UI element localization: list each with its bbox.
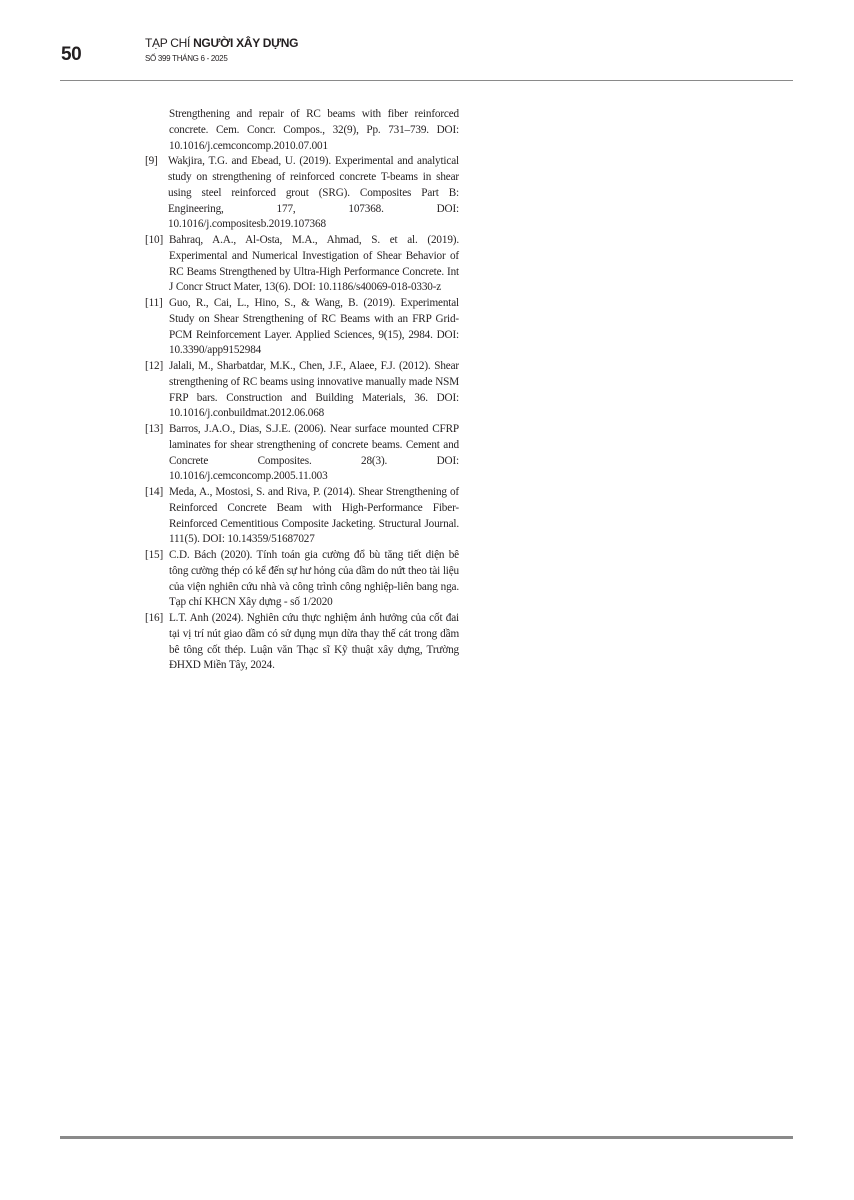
- reference-item: [145, 233, 459, 296]
- reference-text: L.T. Anh (2024). Nghiên cứu thực nghiệm ảnh hưởng của cốt đai tại vị trí nút giao dầm có sử dụng mụn dừa thay thế cát trong dầm bê tông cốt thép. Luận văn Thạc sĩ Kỹ thuật xây dựng, Trường ĐHXD Miền Tây, 2024.: [169, 612, 459, 672]
- journal-name: NGƯỜI XÂY DỰNG: [193, 36, 299, 50]
- reference-number: [11]: [145, 297, 163, 309]
- reference-number: [15]: [145, 549, 164, 561]
- reference-number: [12]: [145, 360, 164, 372]
- journal-prefix: TẠP CHÍ: [145, 36, 194, 50]
- reference-text: Strengthening and repair of RC beams with fiber reinforced concrete. Cem. Concr. Compos., 32(9), Pp. 731–739. DOI: 10.1016/j.cemconcomp.2010.07.001: [169, 108, 459, 152]
- reference-item: [145, 485, 459, 548]
- journal-title: [145, 36, 298, 50]
- reference-number: [14]: [145, 486, 164, 498]
- reference-number: [16]: [145, 612, 164, 624]
- reference-item: [145, 296, 459, 359]
- reference-item: [145, 154, 459, 233]
- reference-text: Meda, A., Mostosi, S. and Riva, P. (2014). Shear Strengthening of Reinforced Concrete Beam with High-Performance Fiber-Reinforced Cementitious Composite Jacketing. Structural Journal. 111(5). DOI: 10.14359/51687027: [169, 486, 459, 546]
- reference-list: [145, 107, 459, 674]
- reference-text: Jalali, M., Sharbatdar, M.K., Chen, J.F., Alaee, F.J. (2012). Shear strengthening of RC beams using innovative manually made NSM FRP bars. Construction and Building Materials, 36. DOI: 10.1016/j.conbuildmat.2012.06.068: [169, 360, 459, 420]
- header-divider: [60, 80, 793, 81]
- reference-number: [13]: [145, 423, 164, 435]
- reference-text: Barros, J.A.O., Dias, S.J.E. (2006). Near surface mounted CFRP laminates for shear strengthening of concrete beams. Cement and Concrete Composites. 28(3). DOI: 10.1016/j.cemconcomp.2005.11.003: [169, 423, 459, 483]
- reference-number: [9]: [145, 155, 158, 168]
- reference-item: [145, 359, 459, 422]
- reference-item: [145, 107, 459, 154]
- page-number: 50: [61, 44, 82, 65]
- issue-line: SỐ 399 THÁNG 6 - 2025: [145, 54, 228, 63]
- reference-item: [145, 548, 459, 611]
- reference-number: [10]: [145, 234, 164, 246]
- reference-item: [145, 611, 459, 674]
- reference-text: Bahraq, A.A., Al-Osta, M.A., Ahmad, S. et al. (2019). Experimental and Numerical Investigation of Shear Behavior of RC Beams Strengthened by Ultra-High Performance Concrete. Int J Concr Struct Mater, 13(6). DOI: 10.1186/s40069-018-0330-z: [169, 234, 459, 294]
- footer-divider: [60, 1136, 793, 1139]
- reference-text: C.D. Bách (2020). Tính toán gia cường đổ bù tăng tiết diện bê tông cường thép có kể đến sự hư hỏng của dầm do nứt theo tài liệu của viện nghiên cứu nhà và công trình công nghiệp-liên bang nga. Tạp chí KHCN Xây dựng - số 1/2020: [169, 549, 459, 609]
- reference-text: Guo, R., Cai, L., Hino, S., & Wang, B. (2019). Experimental Study on Shear Strengthening of RC Beams with an FRP Grid-PCM Reinforcement Layer. Applied Sciences, 9(15), 2984. DOI: 10.3390/app9152984: [169, 297, 459, 357]
- reference-item: [145, 422, 459, 485]
- reference-text: Wakjira, T.G. and Ebead, U. (2019). Experimental and analytical study on strengthening of reinforced concrete T-beams in shear using steel reinforced grout (SRG). Composites Part B: Engineering, 177, 107368. DOI: 10.1016/j.compositesb.2019.107368: [168, 155, 459, 231]
